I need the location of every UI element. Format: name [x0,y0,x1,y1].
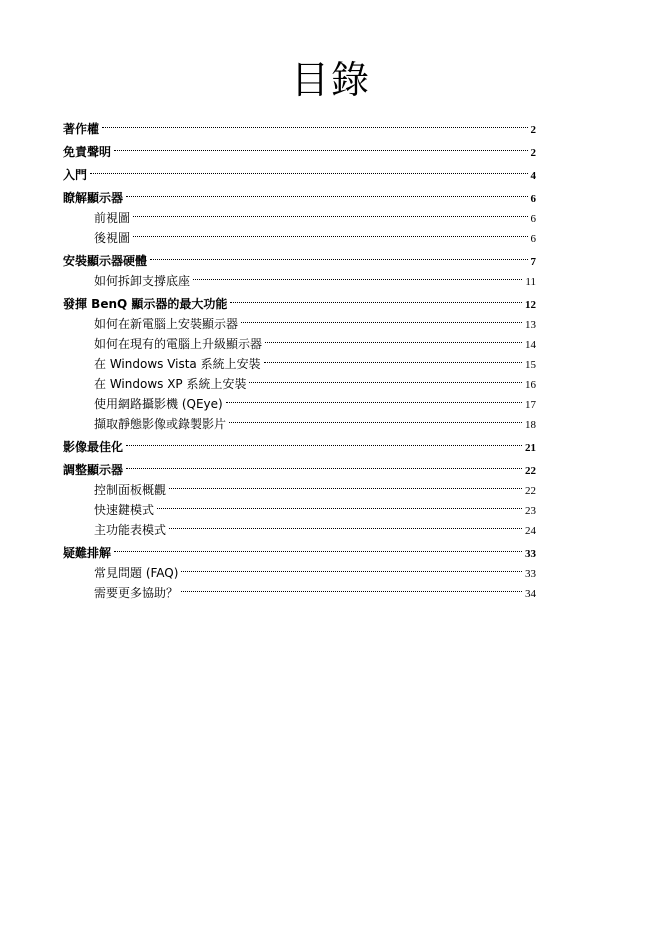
toc-entry-section[interactable] [63,494,536,517]
toc-entry-chapter[interactable] [63,182,536,205]
toc-entry-chapter[interactable] [63,159,536,182]
toc-dot-leader [229,408,522,428]
toc-entry-section[interactable] [63,202,536,225]
toc-page-number: 17 [525,399,536,411]
page-title: 目錄 [290,58,371,102]
toc-entry-label: 控制面板概觀 [94,483,167,497]
toc-entry-chapter[interactable] [63,136,536,159]
toc-page-number: 23 [525,505,536,517]
toc-dot-leader [114,537,522,557]
toc-entry-label: 如何在新電腦上安裝顯示器 [94,317,239,331]
toc-entry-section[interactable] [63,388,536,411]
toc-entry-label: 瞭解顯示器 [63,191,124,205]
toc-entry-section[interactable] [63,408,536,431]
toc-entry-label: 疑難排解 [63,546,112,560]
toc-dot-leader [249,368,522,388]
toc-dot-leader [126,454,522,474]
toc-page-number: 12 [525,299,536,311]
toc-entry-section[interactable] [63,222,536,245]
toc-entry-section[interactable] [63,577,536,600]
toc-entry-label: 入門 [63,168,88,182]
toc-page-number: 6 [530,193,536,205]
toc-entry-section[interactable] [63,348,536,371]
toc-page-number: 2 [530,124,536,136]
toc-entry-section[interactable] [63,328,536,351]
toc-dot-leader [169,514,522,534]
toc-page-number: 4 [530,170,536,182]
toc-page-number: 15 [525,359,536,371]
toc-entry-chapter[interactable] [63,537,536,560]
toc-entry-section[interactable] [63,474,536,497]
toc-entry-label: 如何在現有的電腦上升級顯示器 [94,337,263,351]
toc-dot-leader [181,577,522,597]
toc-dot-leader [157,494,522,514]
toc-entry-label: 快速鍵模式 [94,503,155,517]
toc-entry-label: 如何拆卸支撐底座 [94,274,191,288]
toc-entry-label: 在 Windows XP 系統上安裝 [94,377,247,391]
table-of-contents [63,113,536,600]
toc-entry-label: 調整顯示器 [63,463,124,477]
toc-entry-label: 使用網路攝影機 (QEye) [94,397,223,411]
toc-dot-leader [126,182,527,202]
toc-dot-leader [265,328,522,348]
toc-page-number: 6 [530,213,536,225]
toc-dot-leader [181,557,522,577]
toc-entry-section[interactable] [63,308,536,331]
toc-page-number: 33 [525,568,536,580]
toc-page-number: 33 [525,548,536,560]
toc-entry-label: 影像最佳化 [63,440,124,454]
toc-dot-leader [133,202,527,222]
toc-entry-section[interactable] [63,368,536,391]
toc-entry-section[interactable] [63,265,536,288]
toc-entry-label: 安裝顯示器硬體 [63,254,148,268]
toc-page-number: 2 [530,147,536,159]
toc-page-number: 13 [525,319,536,331]
toc-entry-label: 常見問題 (FAQ) [94,566,179,580]
toc-page-number: 22 [525,485,536,497]
toc-entry-label: 前視圖 [94,211,131,225]
toc-dot-leader [230,288,522,308]
toc-dot-leader [150,245,527,265]
toc-entry-label: 在 Windows Vista 系統上安裝 [94,357,261,371]
toc-entry-label: 著作權 [63,122,100,136]
toc-page-number: 7 [530,256,536,268]
toc-entry-label: 後視圖 [94,231,131,245]
toc-entry-chapter[interactable] [63,288,536,311]
toc-page-number: 11 [525,276,536,288]
toc-entry-label: 需要更多協助？ [94,586,179,600]
toc-page-number: 21 [525,442,536,454]
toc-entry-label: 擷取靜態影像或錄製影片 [94,417,227,431]
toc-dot-leader [226,388,522,408]
toc-dot-leader [169,474,522,494]
toc-entry-chapter[interactable] [63,113,536,136]
toc-entry-chapter[interactable] [63,454,536,477]
toc-dot-leader [241,308,522,328]
toc-dot-leader [90,159,527,179]
toc-entry-chapter[interactable] [63,245,536,268]
toc-page-number: 34 [525,588,536,600]
toc-dot-leader [114,136,527,156]
toc-page-number: 22 [525,465,536,477]
toc-page-number: 14 [525,339,536,351]
toc-page-number: 18 [525,419,536,431]
toc-entry-section[interactable] [63,514,536,537]
toc-dot-leader [126,431,522,451]
toc-dot-leader [133,222,527,242]
toc-entry-label: 發揮 BenQ 顯示器的最大功能 [63,297,228,311]
toc-page-number: 6 [530,233,536,245]
toc-entry-chapter[interactable] [63,431,536,454]
toc-dot-leader [102,113,527,133]
toc-entry-label: 主功能表模式 [94,523,167,537]
toc-entry-section[interactable] [63,557,536,580]
toc-dot-leader [193,265,522,285]
toc-page-number: 24 [525,525,536,537]
toc-dot-leader [264,348,522,368]
toc-entry-label: 免責聲明 [63,145,112,159]
toc-page-number: 16 [525,379,536,391]
